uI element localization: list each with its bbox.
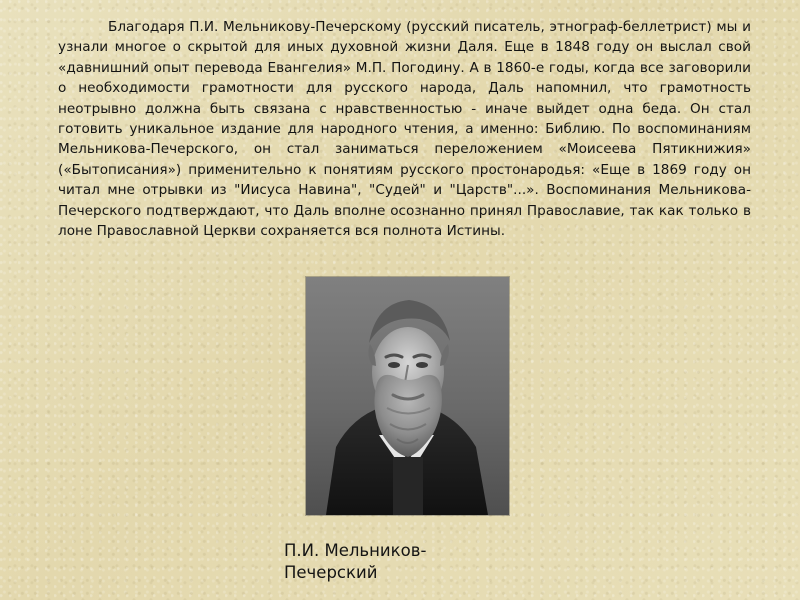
portrait-caption: П.И. Мельников-Печерский [284,541,427,582]
portrait-photo [306,277,509,515]
body-paragraph: Благодаря П.И. Мельникову-Печерскому (русский писатель, этнограф-беллетрист) мы и узнали многое о скрытой для иных духовной жизни Даля. Еще в 1848 году он выслал свой «давнишний опыт перевода Евангелия» М.П. Погодину. А в 1860-е годы, когда все заговорили о необходимости грамотности для русского народа, Даль напомнил, что грамотность неотрывно должна быть связана с нравственностью - иначе выйдет одна беда. Он стал готовить уникальное издание для народного чтения, а именно: Библию. По воспоминаниям Мельникова-Печерского, он стал заниматься переложением «Моисеева Пятикнижия» («Бытописания») применительно к понятиям русского простонародья: «Еще в 1869 году он читал мне отрывки из "Иисуса Навина", "Судей" и "Царств"...». Воспоминания Мельникова-Печерского подтверждают, что Даль вполне осознанно принял Православие, так как только в лоне Православной Церкви сохраняется вся полнота Истины. [58,19,751,240]
